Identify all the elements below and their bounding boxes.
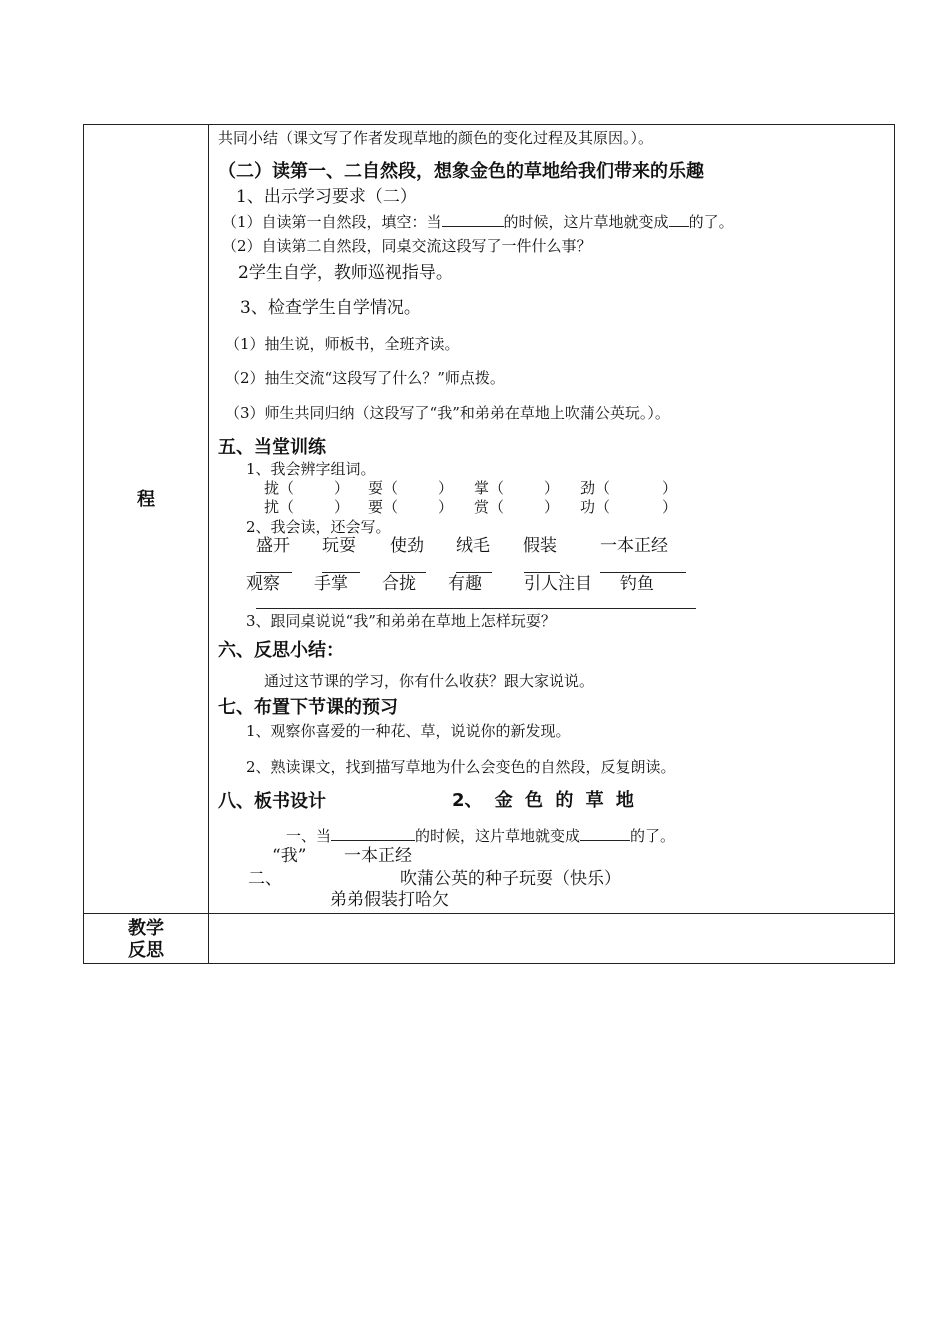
char: 功 xyxy=(580,498,596,516)
paren-close: ） xyxy=(438,498,454,516)
preview-1: 1、观察你喜爱的一种花、草，说说你的新发现。 xyxy=(246,722,571,740)
board-line-1-c: 的了。 xyxy=(630,827,676,845)
section-8-title: 八、板书设计 xyxy=(218,791,326,812)
word: 合拢 xyxy=(382,574,416,594)
char-group xyxy=(580,498,677,516)
step-3: 3、检查学生自学情况。 xyxy=(240,298,421,318)
char-group xyxy=(264,498,349,516)
question-2: （2）自读第二自然段，同桌交流这段写了一件什么事？ xyxy=(222,237,592,255)
question-1 xyxy=(222,212,734,231)
char-group xyxy=(368,479,453,497)
write-line xyxy=(456,572,492,573)
word: 使劲 xyxy=(390,536,424,556)
char: 耍 xyxy=(368,479,384,497)
paren-open: （ xyxy=(279,498,295,516)
char: 掌 xyxy=(474,479,490,497)
char: 拢 xyxy=(264,479,280,497)
write-line xyxy=(524,572,560,573)
board-line-1-b: 的时候，这片草地就变成 xyxy=(415,827,581,845)
char: 赏 xyxy=(474,498,490,516)
paren-open: （ xyxy=(489,479,505,497)
write-line xyxy=(256,608,696,609)
board-er: 二、 xyxy=(248,869,282,889)
word: 有趣 xyxy=(448,574,482,594)
check-2: （2）抽生交流“这段写了什么？”师点拨。 xyxy=(225,369,505,387)
paren-close: ） xyxy=(662,498,678,516)
paren-close: ） xyxy=(334,498,350,516)
word: 一本正经 xyxy=(600,536,668,556)
section-2-title: （二）读第一、二自然段，想象金色的草地给我们带来的乐趣 xyxy=(218,161,704,182)
fill-blank xyxy=(669,212,689,227)
write-line xyxy=(600,572,686,573)
step-2: 2学生自学，教师巡视指导。 xyxy=(238,263,453,283)
question-1-a: （1）自读第一自然段，填空：当 xyxy=(222,213,442,231)
char: 要 xyxy=(368,498,384,516)
column-divider xyxy=(208,125,209,963)
paren-open: （ xyxy=(595,479,611,497)
check-1: （1）抽生说，师板书，全班齐读。 xyxy=(225,335,460,353)
char: 扰 xyxy=(264,498,280,516)
write-line xyxy=(390,572,426,573)
section-5-title: 五、当堂训练 xyxy=(218,437,326,458)
char-group xyxy=(474,498,559,516)
reflection-label-line2: 反思 xyxy=(128,940,164,961)
exercise-2: 2、我会读，还会写。 xyxy=(246,518,391,536)
write-line xyxy=(256,572,292,573)
section-7-title: 七、布置下节课的预习 xyxy=(218,697,398,718)
word: 钓鱼 xyxy=(620,574,654,594)
paren-open: （ xyxy=(383,498,399,516)
reflection-label xyxy=(84,918,208,962)
char: 劲 xyxy=(580,479,596,497)
word: 玩耍 xyxy=(322,536,356,556)
board-chui: 吹蒲公英的种子玩耍（快乐） xyxy=(400,869,621,889)
preview-2: 2、熟读课文，找到描写草地为什么会变色的自然段，反复朗读。 xyxy=(246,758,676,776)
word: 绒毛 xyxy=(456,536,490,556)
word: 引人注目 xyxy=(524,574,592,594)
paren-open: （ xyxy=(595,498,611,516)
fill-blank xyxy=(331,826,415,841)
board-line-1 xyxy=(286,826,675,845)
exercise-3: 3、跟同桌说说“我”和弟弟在草地上怎样玩耍？ xyxy=(246,612,556,630)
question-1-c: 的了。 xyxy=(688,213,734,231)
char-group xyxy=(368,498,453,516)
paren-close: ） xyxy=(662,479,678,497)
paren-close: ） xyxy=(334,479,350,497)
board-didi: 弟弟假装打哈欠 xyxy=(330,890,449,910)
board-line-1-a: 一、当 xyxy=(286,827,332,845)
word: 假装 xyxy=(523,536,557,556)
board-yiben: 一本正经 xyxy=(344,846,412,866)
word: 盛开 xyxy=(256,536,290,556)
word: 手掌 xyxy=(314,574,348,594)
question-1-b: 的时候，这片草地就变成 xyxy=(503,213,669,231)
section-6-text: 通过这节课的学习，你有什么收获？跟大家说说。 xyxy=(264,672,595,690)
paren-open: （ xyxy=(279,479,295,497)
char-group xyxy=(474,479,559,497)
fill-blank xyxy=(442,212,504,227)
summary-line: 共同小结（课文写了作者发现草地的颜色的变化过程及其原因。）。 xyxy=(218,129,654,147)
paren-open: （ xyxy=(383,479,399,497)
board-wo: “我” xyxy=(272,846,307,866)
process-label: 程 xyxy=(137,489,155,510)
reflection-label-line1: 教学 xyxy=(128,918,164,939)
write-line xyxy=(322,572,360,573)
check-3: （3）师生共同归纳（这段写了“我”和弟弟在草地上吹蒲公英玩。）。 xyxy=(225,404,670,422)
row-divider xyxy=(84,913,894,914)
requirement-line: 1、出示学习要求（二） xyxy=(236,187,417,207)
paren-close: ） xyxy=(544,479,560,497)
char-group xyxy=(580,479,677,497)
paren-open: （ xyxy=(489,498,505,516)
paren-close: ） xyxy=(438,479,454,497)
fill-blank xyxy=(580,826,630,841)
exercise-1: 1、我会辨字组词。 xyxy=(246,460,376,478)
section-6-title: 六、反思小结： xyxy=(218,640,344,661)
board-title: 2、 金 色 的 草 地 xyxy=(452,790,634,811)
word: 观察 xyxy=(246,574,280,594)
char-group xyxy=(264,479,349,497)
paren-close: ） xyxy=(544,498,560,516)
